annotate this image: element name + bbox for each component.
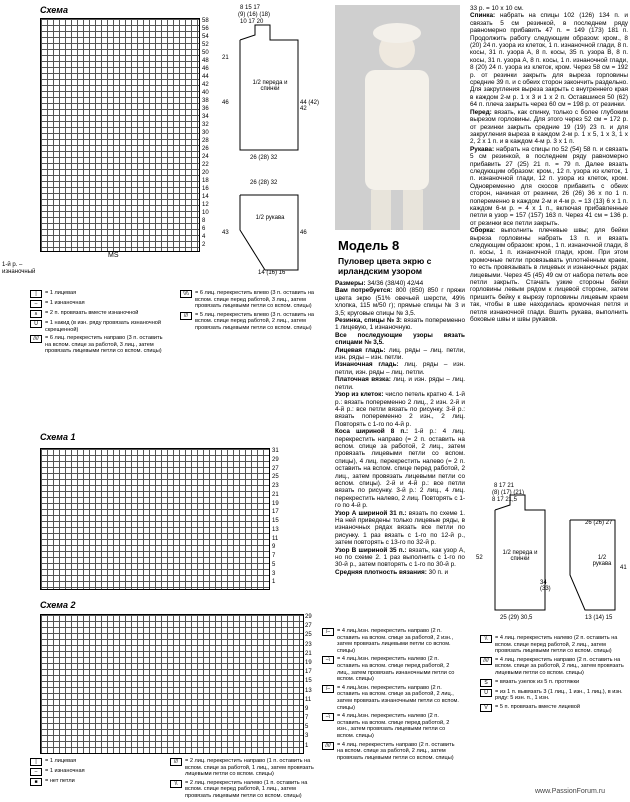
- row-number: 4: [202, 234, 206, 240]
- schema-top-label: 1/2 переда и спинки: [252, 80, 288, 92]
- schema-top-side-right: 44 (42) 42: [300, 100, 320, 112]
- legend-symbol: ■: [30, 778, 42, 786]
- paragraph-body: набрать на спицы 102 (126) 134 п. и связать 5 см резинкой, в последнем ряду равномерно прибавить 47 п. = 149 (173) 181 п. Продолжить работу следующим образом: кром., 8 (20) 24 п. узора из клеток, 1 п. изнаночной глади, 8 п. косы, 31 п. узора А, 8 п. косы, 35 п. узора В, 8 п. косы, 31 п. узора А, 8 п. косы, 1 п. изнаночной глади, 8 (20) 24 п. узора из клеток, кром. Через 58 см = 192 р. от резинки закрыть для выреза горловины средние 39 п. и с обеих сторон закончить раздельно. Для закругления выреза закрыть с внутреннего края в каждом 2-м р. 1 х 3 и 1 х 2 п. Оставшиеся 50 (62) 64 п. плеча закрыть через 60 см = 198 р. от резинки.: [470, 12, 629, 109]
- legend-text: = вязать узелок из 5 п. протяжки: [495, 678, 580, 685]
- row-number: 19: [272, 500, 279, 507]
- legend-item: [322, 628, 462, 654]
- schema-top-side-left3: 43: [222, 230, 229, 236]
- schema-main-row-numbers: [202, 18, 216, 250]
- legend-text: = 2 лиц. перекрестить направо (1 п. оставить на вспом. спице за работой, 1 лиц., затем провязать лицевыми петли со вспом. спицы): [185, 758, 314, 778]
- legend-bottom-right: [480, 635, 628, 714]
- paragraph: [335, 361, 465, 376]
- row-number: 29: [272, 456, 279, 463]
- row-number: 21: [305, 650, 312, 657]
- paragraph-lead: Платочная вязка:: [335, 376, 391, 384]
- row-number: 1: [305, 742, 309, 749]
- paragraph-body: вязать, как узор А, но по схеме 2. 1 раз выполнить с 1-го по 30-й р., затем повторять с 1-го по 30-й р.: [335, 546, 465, 569]
- legend-text: = 4 лиц./изн. перекрестить налево (2 п. оставить на вспом. спице перед работой, 2 лиц., затем провязать изнаночными петли со вспом. спицы): [337, 656, 455, 683]
- legend-symbol: U: [480, 689, 492, 697]
- schema-top-side-left: 21: [222, 55, 229, 61]
- schema-bottom-mid: 34 (33): [540, 580, 551, 592]
- row-number: 13: [272, 526, 279, 533]
- legend-text: = 4 лиц. перекрестить налево (2 п. оставить на вспом. спице перед работой, 2 лиц., затем провязать лицевыми петли со вспом. спицы): [495, 635, 618, 655]
- row-number: 46: [202, 66, 209, 72]
- paragraph-body: лиц. ряды – изн. петли, изн. ряды – лиц. петли.: [335, 361, 465, 376]
- row-number: 6: [202, 226, 206, 232]
- sleeve-outline: [240, 195, 298, 270]
- row-number: 17: [305, 669, 312, 676]
- paragraph-lead: Узор В шириной 35 п.:: [335, 546, 407, 554]
- row-number: 9: [305, 705, 309, 712]
- legend-text: = 6 лиц. перекрестить влево (3 п. оставить на вспом. спице перед работой, 3 лиц., затем провязать лицевыми петли со вспом. спицы): [195, 290, 315, 310]
- legend-symbol: ////: [480, 657, 492, 665]
- paragraph-body: 1-й р.: 4 лиц. перекрестить направо (= 2 п. оставить на вспом. спице за работой, 2 лиц., затем провязать лицевыми петли со вспом. спицы), 4 лиц. перекрестить налево (= 2 п. оставить на вспом. спице перед работой, 2 лиц., затем провязать лицевыми петли со вспом. спицы). 2-й и 4-й р.: все петли вязать по рисунку. 3-й р.: 2 лиц., 4 лиц. перекрестить налево, 2 лиц. Повторять с 1-го по 4-й р.: [335, 428, 465, 510]
- legend-symbol: ∧: [30, 310, 42, 318]
- schema1-row-numbers: [272, 448, 286, 588]
- paragraph-body: набрать на спицы по 52 (54) 58 п. и связать 5 см резинкой, в последнем ряду равномерно прибавить 27 (25) 21 п. = 79 п. Далее вязать следующим образом: кром., 12 п. узора из клеток, 1 п. изнаночной глади, 12 п. узора из клеток, кром. Одновременно для скосов прибавить с обеих сторон, начиная от резинки, 26 (26) 36 х по 1 п. попеременно в каждом 2-м и 4-м р. = 13 (13) 6 х 1 п. каждом 6-м р. = 4 х 1 п., включая прибавленные петли в узор = 157 (157) 163 п. Через 41 см = 136 р. от резинки все петли закрыть.: [470, 145, 628, 227]
- model-heading: Модель 8: [338, 238, 400, 253]
- legend-text: = 4 лиц./изн. перекрестить направо (2 п. оставить на вспом. спице за работой, 2 лиц., затем провязать изнаночными петли со вспом. спицы): [337, 684, 459, 711]
- legend-item: [480, 635, 628, 655]
- paragraph: [335, 547, 465, 569]
- paragraph-body: 34/36 (38/40) 42/44: [365, 280, 424, 287]
- legend-bottom-left: [30, 758, 150, 788]
- row-number: 26: [202, 146, 209, 152]
- legend-symbol: –: [30, 300, 42, 308]
- row-number: 42: [202, 82, 209, 88]
- row-number: 3: [305, 733, 309, 740]
- legend-item: [480, 704, 628, 712]
- schema1-grid: [40, 448, 270, 590]
- paragraph-lead: Размеры:: [335, 280, 366, 287]
- row-number: 13: [305, 687, 312, 694]
- legend-text: = 5 п. провязать вместе лицевой: [495, 703, 581, 710]
- schema-top-bottom: 26 (28) 32: [250, 155, 278, 161]
- row-number: 31: [272, 448, 279, 454]
- legend-symbol: S: [480, 679, 492, 687]
- row-number: 34: [202, 114, 209, 120]
- schema-top-bottom2: 14 (16) 16: [258, 270, 286, 276]
- row-number: 7: [305, 715, 309, 722]
- legend-item: [480, 689, 628, 702]
- paragraph-lead: Узор из клеток:: [335, 391, 384, 399]
- paragraph-body: вязать попеременно 1 лицевую, 1 изнаночную.: [335, 317, 466, 332]
- schema2-row-numbers: [305, 614, 319, 752]
- paragraph: [335, 376, 465, 391]
- row-number: 3: [272, 570, 276, 577]
- row-number: 48: [202, 58, 209, 64]
- paragraph-lead: Средняя плотность вязания:: [335, 568, 427, 576]
- legend-item: [30, 778, 150, 786]
- schema-bottom-bottom2: 13 (14) 15: [585, 615, 613, 621]
- legend-symbol: /–: [322, 628, 334, 636]
- legend-item: [322, 685, 462, 711]
- paragraph: [470, 12, 628, 108]
- row-number: 9: [272, 544, 276, 551]
- row-number: 25: [272, 474, 279, 481]
- paragraph: [335, 391, 465, 428]
- model-subheading: Пуловер цвета экрю с ирландским узором: [338, 256, 432, 276]
- row-number: 11: [305, 696, 312, 703]
- schema-bottom-right2: 41: [620, 565, 627, 571]
- legend-text: = 6 лиц. перекрестить направо (3 п. оставить на вспом. спице за работой, 3 лиц., затем провязать лицевыми петли со вспом. спицы): [45, 335, 163, 355]
- legend-schema2-mid: [170, 758, 320, 802]
- paragraph: [335, 510, 465, 547]
- paragraph-body: 30 п. и: [426, 568, 449, 576]
- schema-top-side-left2: 46: [222, 100, 229, 106]
- row-number: 21: [272, 491, 279, 498]
- legend-symbol: ////: [30, 335, 42, 343]
- legend-symbol: /–: [322, 685, 334, 693]
- row-number: 16: [202, 186, 209, 192]
- paragraph-body: лиц. и изн. ряды – лиц. петли.: [335, 376, 465, 391]
- row-number: 32: [202, 122, 209, 128]
- legend-item: [180, 290, 320, 310]
- legend-text: = 1 лицевая: [45, 290, 77, 296]
- schema-top-label2: 1/2 рукава: [255, 215, 285, 221]
- legend-item: [30, 290, 170, 298]
- paragraph-lead: Сборка:: [470, 227, 496, 235]
- legend-main: [30, 290, 170, 357]
- row-number: 12: [202, 202, 209, 208]
- schema-bottom-side-left: 52: [476, 555, 483, 561]
- row-number: 56: [202, 26, 209, 32]
- ms-label: MS: [108, 252, 119, 259]
- row-number: 22: [202, 162, 209, 168]
- paragraph: [335, 332, 465, 347]
- schema-main-grid: [40, 18, 200, 252]
- schema-top-top2: 26 (28) 32: [250, 180, 278, 186]
- legend-item: [30, 320, 170, 333]
- schema-bottom-label: 1/2 переда и спинки: [502, 550, 538, 562]
- row-number: 15: [272, 518, 279, 524]
- row-number: 50: [202, 50, 209, 56]
- row-number: 58: [202, 18, 209, 24]
- schema-top-side-right3: 46: [300, 230, 307, 236]
- schema-bottom-right: 26 (26) 27: [585, 520, 613, 526]
- paragraph-lead: Коса шириной 8 п.:: [335, 428, 409, 436]
- row-number: 30: [202, 130, 209, 136]
- paragraph-lead: Вам потребуется:: [335, 287, 393, 295]
- model-figure-image: [335, 5, 460, 230]
- row-number: 40: [202, 90, 209, 96]
- row-number: 11: [272, 535, 279, 542]
- row-number: 25: [305, 632, 312, 639]
- row-number: 8: [202, 218, 206, 224]
- paragraph-body: вязать по схеме 1. На ней приведены только лицевые ряды, в изнаночных рядах вязать все петли по рисунку. 1 раз вязать с 1-го по 12-й р., затем повторять с 13-го по 32-й р.: [335, 509, 465, 547]
- legend-item: [30, 310, 170, 318]
- legend-main-right: [180, 290, 320, 334]
- row-number: 44: [202, 74, 209, 80]
- row-number: 24: [202, 154, 209, 160]
- schema-bottom-nums2: (8) (17) (21): [492, 490, 525, 496]
- row-number: 38: [202, 98, 209, 104]
- legend-text: = 5 лиц. перекрестить влево (3 п. оставить на вспом. спице перед работой, 2 лиц., затем провязать лицевыми петли со вспом. спицы): [195, 311, 315, 331]
- legend-symbol: ///: [180, 312, 192, 320]
- paragraph-lead: Изнаночная гладь:: [335, 361, 399, 369]
- row-number: 5: [305, 724, 309, 731]
- legend-text: = 4 лиц./изн. перекрестить направо (2 п. оставить на вспом. спице за работой, 2 изн., затем провязать лицевыми петли со вспом. спицы): [337, 628, 453, 654]
- schema-top-nums3: 10 17 20: [240, 19, 264, 25]
- legend-item: [322, 713, 462, 739]
- row-number: 10: [202, 210, 209, 216]
- legend-text: = 2 п. провязать вместе изнаночной: [45, 310, 139, 316]
- schema-top-nums1: 8 15 17: [240, 5, 261, 11]
- paragraph: [335, 317, 465, 332]
- legend-item: [30, 768, 150, 776]
- legend-text: = 4 лиц./изн. перекрестить налево (2 п. оставить на вспом. спице перед работой, 2 изн., затем провязать лицевыми петли со вспом. спицы): [337, 713, 450, 739]
- paragraph: [335, 287, 465, 317]
- legend-item: [170, 780, 320, 800]
- legend-symbol: |: [30, 290, 42, 298]
- paragraph-lead: Лицевая гладь:: [335, 346, 386, 354]
- paragraph-lead: Рукава:: [470, 145, 495, 153]
- legend-symbol: ////: [322, 742, 334, 750]
- legend-symbol: \\: [480, 635, 492, 643]
- paragraph-body: лиц. ряды – лиц. петли, изн. ряды – изн. петли.: [335, 346, 465, 362]
- model-photo: [335, 5, 460, 230]
- paragraph: [470, 146, 628, 227]
- paragraph-body: число петель кратно 4. 1-й р.: вязать попеременно 2 лиц., 2 изн. 2-й и 4-й р.: все петли вязать по рисунку. 3-й р.: вязать попеременно 2 изн., 2 лиц. Повторять с 1-го по 4-й р.: [335, 391, 465, 428]
- text-column-2: [470, 5, 628, 323]
- legend-item: [322, 742, 462, 762]
- schema2-grid: [40, 614, 304, 754]
- row-number: 36: [202, 106, 209, 112]
- legend-symbol: –: [30, 768, 42, 776]
- first-row-label: 1-й р. – изнаночный: [2, 262, 36, 275]
- row-number: 7: [272, 553, 276, 559]
- row-number: 29: [305, 614, 312, 620]
- legend-symbol: |: [30, 758, 42, 766]
- legend-symbol: –\: [322, 713, 334, 721]
- legend-item: [30, 758, 150, 766]
- legend-text: = 2 лиц. перекрестить налево (1 п. оставить на вспом. спице перед работой, 1 лиц., затем провязать лицевыми петли со вспом. спицы): [185, 779, 308, 799]
- paragraph: [335, 428, 465, 509]
- paragraph-body: 800 (850) 850 г пряжи цвета экрю (51% овечьей шерсти, 49% хлопка, 115 м/50 г); прямые спицы № 3 и 3,5; круговые спицы № 3,5.: [335, 287, 465, 317]
- paragraph-body: выполнить плечевые швы; для бейки выреза горловины набрать 13 п. и вязать следующим образом: кром., 1 п. изнаночной глади, 8 п. косы, 1 п. изнаночной глади, кром. При этом кромочные петли провязывать уплотнённым краем, то есть провязывать в лицевых и изнаночных рядах лицевыми. Через 45 (45) 49 см от набора петель все петли закрыть. Стачать узкие стороны бейки горловины левым рядом к лицевой стороне, затем пришить бейку к вырезу горловины лицевым краем так, чтобы в шве находилась кромочная петля и петля изнаночной глади. Вшить рукава, выполнить боковые швы и швы рукавов.: [470, 227, 628, 324]
- schema1-title: Схема 1: [40, 432, 76, 442]
- row-number: 17: [272, 509, 279, 516]
- row-number: 14: [202, 194, 209, 200]
- schema-bottom-label2: 1/2 рукава: [592, 555, 612, 567]
- legend-item: [480, 657, 628, 677]
- row-number: 28: [202, 138, 209, 144]
- text-column-1: [335, 280, 465, 576]
- schema2-title: Схема 2: [40, 600, 76, 610]
- row-number: 23: [272, 483, 279, 489]
- row-number: 54: [202, 34, 209, 40]
- row-number: 18: [202, 178, 209, 184]
- row-number: 19: [305, 659, 312, 666]
- legend-symbol: –\: [322, 656, 334, 664]
- row-number: 52: [202, 42, 209, 48]
- paragraph-lead: Все последующие узоры вязать спицами № 3,5.: [335, 331, 465, 347]
- row-number: 15: [305, 678, 312, 685]
- legend-item: [180, 312, 320, 332]
- legend-text: = 1 лицевая: [45, 758, 77, 764]
- legend-symbol: ///: [170, 758, 182, 766]
- legend-symbol: \\: [170, 780, 182, 788]
- paragraph: [470, 227, 628, 323]
- paragraph: [470, 109, 628, 146]
- watermark: www.PassionForum.ru: [535, 788, 606, 795]
- legend-symbol: V: [480, 704, 492, 712]
- paragraph-lead: Перед:: [470, 108, 492, 116]
- schema-top-nums2: (9) (16) (18): [238, 12, 271, 18]
- legend-item: [30, 300, 170, 308]
- legend-text: = 1 накид (в изн. ряду провязать изнаночной скрещенной): [45, 320, 162, 333]
- paragraph-lead: Спинка:: [470, 12, 496, 20]
- paragraph-lead: Узор А шириной 31 п.:: [335, 509, 407, 517]
- legend-text: = 1 изнаночная: [45, 300, 85, 306]
- paragraph-lead: Резинка, спицы № 3:: [335, 317, 402, 325]
- legend-text: = нет петли: [45, 778, 75, 784]
- paragraph: [335, 347, 465, 362]
- row-number: 5: [272, 561, 276, 568]
- schema-top-diagram: [220, 5, 320, 285]
- paragraph-body: вязать, как спинку, только с более глубоким вырезом горловины. Для этого через 52 см = 172 р. от резинки закрыть средние 19 (19) 23 п. и для закругления выреза в каждом 2-м р. 1 х 5, 1 х 3, 1 х 2, 2 х 1 п. и в каждом 4-м р. 3 х 1 п.: [470, 108, 628, 146]
- row-number: 27: [272, 465, 279, 472]
- schema-bottom-nums3: 8 17 21,5: [492, 497, 518, 503]
- row-number: 20: [202, 170, 209, 176]
- row-number: 27: [305, 623, 312, 630]
- legend-item: [322, 656, 462, 682]
- legend-text: = из 1 п. вывязать 3 (1 лиц., 1 изн., 1 лиц.), в изн. ряду: 5 изн. п., 1 изн.: [495, 688, 623, 702]
- schema-bottom-bottom: 25 (29) 30,5: [500, 615, 533, 621]
- legend-text: = 4 лиц. перекрестить направо (2 п. оставить на вспом. спице за работой, 2 лиц., затем провязать лицевыми петли со вспом. спицы): [337, 741, 455, 761]
- legend-item: [480, 679, 628, 687]
- legend-symbol: U: [30, 320, 42, 328]
- legend-schema2-right: [322, 628, 462, 763]
- legend-item: [170, 758, 320, 778]
- legend-text: = 4 лиц. перекрестить направо (2 п. оставить на вспом. спице за работой, 2 лиц., затем провязать лицевыми петли со вспом. спицы): [495, 656, 624, 676]
- legend-text: = 1 изнаночная: [45, 768, 85, 774]
- schema-main-title: Схема: [40, 5, 68, 15]
- row-number: 1: [272, 579, 276, 586]
- row-number: 23: [305, 641, 312, 648]
- paragraph-body: 33 р. = 10 х 10 см.: [470, 5, 524, 12]
- schema-bottom-nums1: 8 17 21: [494, 483, 515, 489]
- paragraph: [335, 569, 465, 576]
- row-number: 2: [202, 242, 206, 248]
- legend-symbol: \\\\: [180, 290, 192, 298]
- legend-item: [30, 335, 170, 355]
